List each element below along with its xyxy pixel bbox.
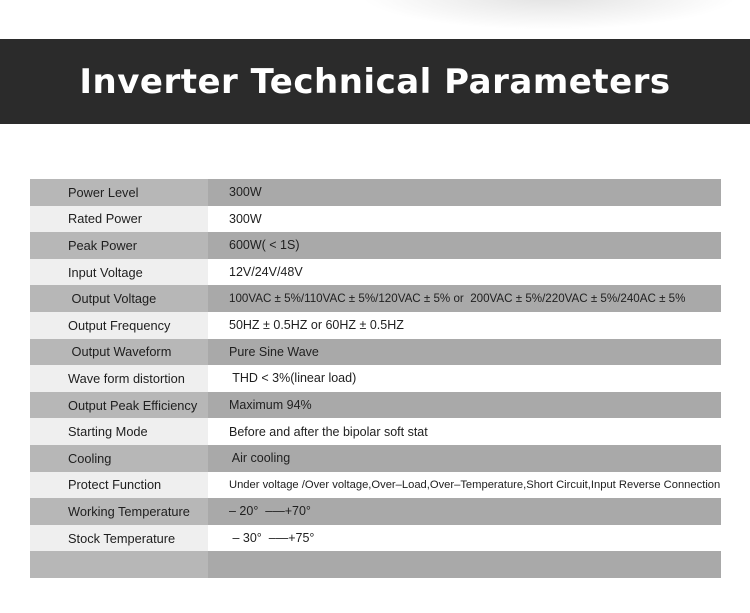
row-value: – 20° –—+70° (229, 504, 311, 519)
row-label: Input Voltage (30, 259, 208, 286)
table-row (30, 472, 721, 499)
table-row (30, 312, 721, 339)
row-label: Output Frequency (30, 312, 208, 339)
table-row (30, 392, 721, 419)
row-label: Starting Mode (30, 418, 208, 445)
row-value: 300W (229, 211, 262, 226)
row-value: Under voltage /Over voltage,Over–Load,Over–Temperature,Short Circuit,Input Reverse Connection (229, 478, 721, 491)
table-row (30, 418, 721, 445)
table-footer-row (30, 551, 721, 578)
row-value: 300W (229, 185, 262, 200)
row-value: THD < 3%(linear load) (229, 371, 357, 386)
table-row (30, 445, 721, 472)
row-label: Wave form distortion (30, 365, 208, 392)
row-label: Stock Temperature (30, 525, 208, 552)
row-label: Working Temperature (30, 498, 208, 525)
parameters-table (30, 179, 721, 578)
table-row (30, 259, 721, 286)
table-row (30, 365, 721, 392)
footer-label-cell (30, 551, 208, 578)
table-row (30, 232, 721, 259)
row-value: 600W( < 1S) (229, 238, 300, 253)
table-row (30, 525, 721, 552)
background-glow (360, 0, 740, 30)
row-label: Power Level (30, 179, 208, 206)
row-label: Peak Power (30, 232, 208, 259)
title-banner (0, 39, 750, 124)
table-row (30, 179, 721, 206)
row-label: Cooling (30, 445, 208, 472)
table-row (30, 339, 721, 366)
row-value: Maximum 94% (229, 398, 312, 413)
row-value: Pure Sine Wave (229, 344, 319, 359)
row-label: Output Voltage (30, 285, 208, 312)
table-row (30, 285, 721, 312)
row-value: Before and after the bipolar soft stat (229, 424, 428, 439)
row-label: Protect Function (30, 472, 208, 499)
row-value: 50HZ ± 0.5HZ or 60HZ ± 0.5HZ (229, 318, 404, 333)
row-label: Rated Power (30, 206, 208, 233)
row-value: 100VAC ± 5%/110VAC ± 5%/120VAC ± 5% or 200VAC ± 5%/220VAC ± 5%/240AC ± 5% (229, 292, 686, 306)
row-value: Air cooling (229, 451, 291, 466)
row-label: Output Peak Efficiency (30, 392, 208, 419)
row-label: Output Waveform (30, 339, 208, 366)
page-title: Inverter Technical Parameters (79, 61, 671, 102)
row-value: – 30° –—+75° (229, 531, 315, 546)
table-row (30, 498, 721, 525)
row-value: 12V/24V/48V (229, 265, 303, 280)
table-row (30, 206, 721, 233)
